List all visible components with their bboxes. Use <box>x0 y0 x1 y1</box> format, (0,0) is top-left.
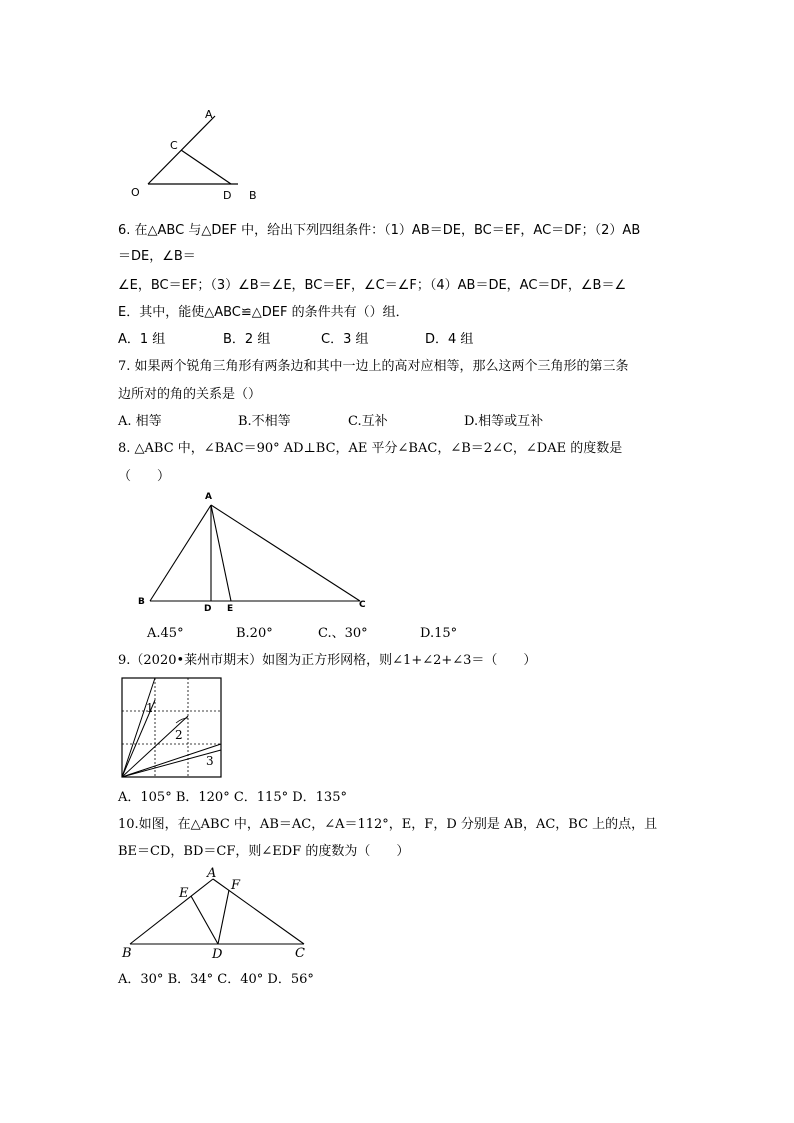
q7-option-d: D.相等或互补 <box>464 414 544 429</box>
bisector-ae <box>211 505 231 601</box>
q9-options: A．105° B．120° C．115° D．135° <box>118 790 347 805</box>
q7-options <box>118 413 718 431</box>
q8-option-c: C.、30° <box>318 626 368 641</box>
q6-option-d: D．4 组 <box>425 332 474 347</box>
q7-line-2: 边所对的角的关系是（） <box>118 387 262 402</box>
q7-option-c: C.互补 <box>348 414 388 429</box>
label-b: B <box>138 597 145 607</box>
label-o: O <box>131 186 140 199</box>
label-f: F <box>231 878 241 893</box>
label-c: C <box>359 600 366 610</box>
q6-options <box>118 331 718 349</box>
q6-line-2: ＝DE，∠B＝ <box>118 249 196 264</box>
q7-option-a: A. 相等 <box>118 414 162 429</box>
q7-option-b: B.不相等 <box>238 414 291 429</box>
side-ab <box>130 879 213 944</box>
label-d: D <box>223 189 232 202</box>
grid-figure-q9 <box>120 676 224 780</box>
label-c: C <box>295 946 305 961</box>
triangle-figure-q8 <box>130 490 380 615</box>
q6-line-1: 6. 在△ABC 与△DEF 中，给出下列四组条件：（1）AB＝DE，BC＝EF，AC＝DF；（2）AB <box>118 223 641 238</box>
label-b: B <box>122 946 132 961</box>
angle-label-2: 2 <box>175 728 183 742</box>
q7-line-1: 7. 如果两个锐角三角形有两条边和其中一边上的高对应相等，那么这两个三角形的第三条 <box>118 359 629 374</box>
label-d: D <box>212 947 223 962</box>
label-e: E <box>179 886 189 901</box>
angle-label-1: 1 <box>146 701 154 715</box>
q6-option-b: B．2 组 <box>223 332 271 347</box>
q6-option-c: C．3 组 <box>321 332 369 347</box>
q8-options <box>147 625 747 643</box>
label-a: A <box>205 492 212 502</box>
q10-options: A．30° B．34° C．40° D．56° <box>118 972 314 987</box>
segment-ed <box>191 896 218 944</box>
q6-option-a: A．1 组 <box>118 332 166 347</box>
label-c: C <box>170 139 178 152</box>
side-ac <box>213 879 304 944</box>
segment-cd <box>181 150 231 184</box>
segment-fd <box>218 890 229 944</box>
q9-line-1: 9.（2020•莱州市期末）如图为正方形网格，则∠1+∠2+∠3＝（ ） <box>118 653 537 668</box>
side-ac <box>211 505 360 601</box>
q10-line-2: BE＝CD，BD＝CF，则∠EDF 的度数为（ ） <box>118 844 410 859</box>
q8-line-2: （ ） <box>118 469 171 484</box>
label-d: D <box>204 604 212 614</box>
q8-option-d: D.15° <box>420 626 458 641</box>
q6-line-4: E．其中，能使△ABC≌△DEF 的条件共有（）组． <box>118 305 409 320</box>
label-a: A <box>205 108 213 121</box>
angle-figure-q5 <box>120 105 280 210</box>
angle-arc-2 <box>176 718 188 723</box>
q8-option-a: A.45° <box>147 626 184 641</box>
q8-line-1: 8. △ABC 中，∠BAC＝90° AD⊥BC，AE 平分∠BAC，∠B＝2∠C，∠DAE 的度数是 <box>118 441 623 456</box>
label-a: A <box>207 866 217 881</box>
triangle-figure-q10 <box>118 865 318 965</box>
label-e: E <box>227 604 234 614</box>
angle-label-3: 3 <box>206 754 214 768</box>
q6-line-3: ∠E，BC＝EF；（3）∠B＝∠E，BC＝EF，∠C＝∠F；（4）AB＝DE，AC＝DF，∠B＝∠ <box>118 278 627 293</box>
q10-line-1: 10.如图，在△ABC 中，AB＝AC，∠A＝112°，E，F，D 分别是 AB，AC，BC 上的点，且 <box>118 817 658 832</box>
side-ab <box>150 505 211 601</box>
label-b: B <box>249 189 257 202</box>
q8-option-b: B.20° <box>236 626 273 641</box>
